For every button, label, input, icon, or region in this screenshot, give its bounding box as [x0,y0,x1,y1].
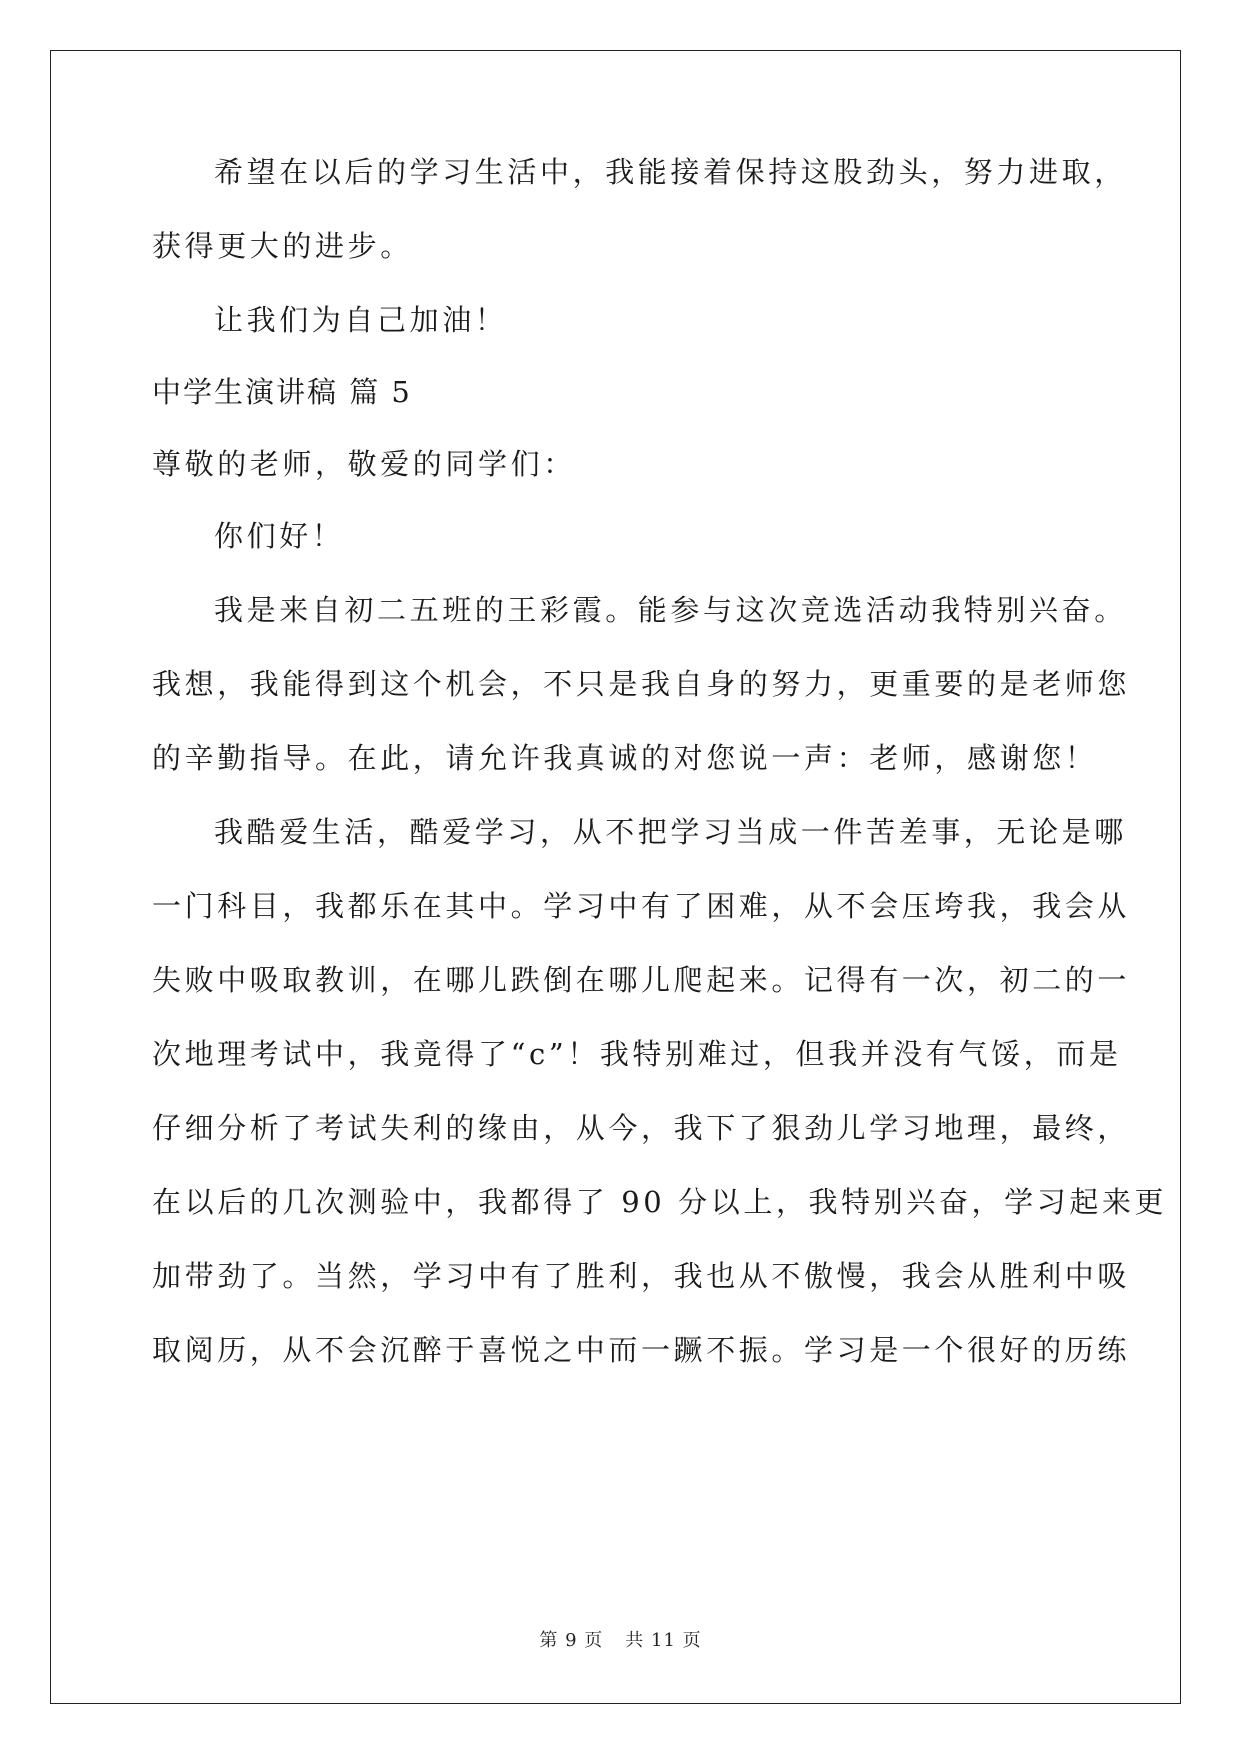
paragraph-line: 次地理考试中，我竟得了“c”！我特别难过，但我并没有气馁，而是 [152,1037,1122,1071]
paragraph-line: 在以后的几次测验中，我都得了 90 分以上，我特别兴奋，学习起来更 [152,1185,1168,1219]
paragraph-line: 我想，我能得到这个机会，不只是我自身的努力，更重要的是老师您 [152,667,1131,701]
paragraph-line: 希望在以后的学习生活中，我能接着保持这股劲头，努力进取， [214,155,1127,189]
paragraph-line: 我是来自初二五班的王彩霞。能参与这次竞选活动我特别兴奋。 [214,593,1127,627]
paragraph-line: 我酷爱生活，酷爱学习，从不把学习当成一件苦差事，无论是哪 [214,815,1127,849]
greeting: 你们好！ [214,519,345,553]
paragraph-line: 仔细分析了考试失利的缘由，从今，我下了狠劲儿学习地理，最终， [152,1111,1131,1145]
paragraph-line: 让我们为自己加油！ [214,303,508,337]
paragraph-line: 加带劲了。当然，学习中有了胜利，我也从不傲慢，我会从胜利中吸 [152,1259,1131,1293]
paragraph-line: 失败中吸取教训，在哪儿跌倒在哪儿爬起来。记得有一次，初二的一 [152,963,1131,997]
paragraph-line: 的辛勤指导。在此，请允许我真诚的对您说一声：老师，感谢您！ [152,741,1098,775]
salutation: 尊敬的老师，敬爱的同学们： [152,447,576,481]
page-footer [0,1626,1241,1652]
page-number: 第 9 页 [539,1630,604,1651]
paragraph-line: 一门科目，我都乐在其中。学习中有了困难，从不会压垮我，我会从 [152,889,1131,923]
section-heading: 中学生演讲稿 篇 5 [152,375,412,409]
page-total: 共 11 页 [625,1630,702,1651]
paragraph-line: 取阅历，从不会沉醉于喜悦之中而一蹶不振。学习是一个很好的历练 [152,1333,1131,1367]
paragraph-line: 获得更大的进步。 [152,229,413,263]
page-border [50,50,1181,1704]
